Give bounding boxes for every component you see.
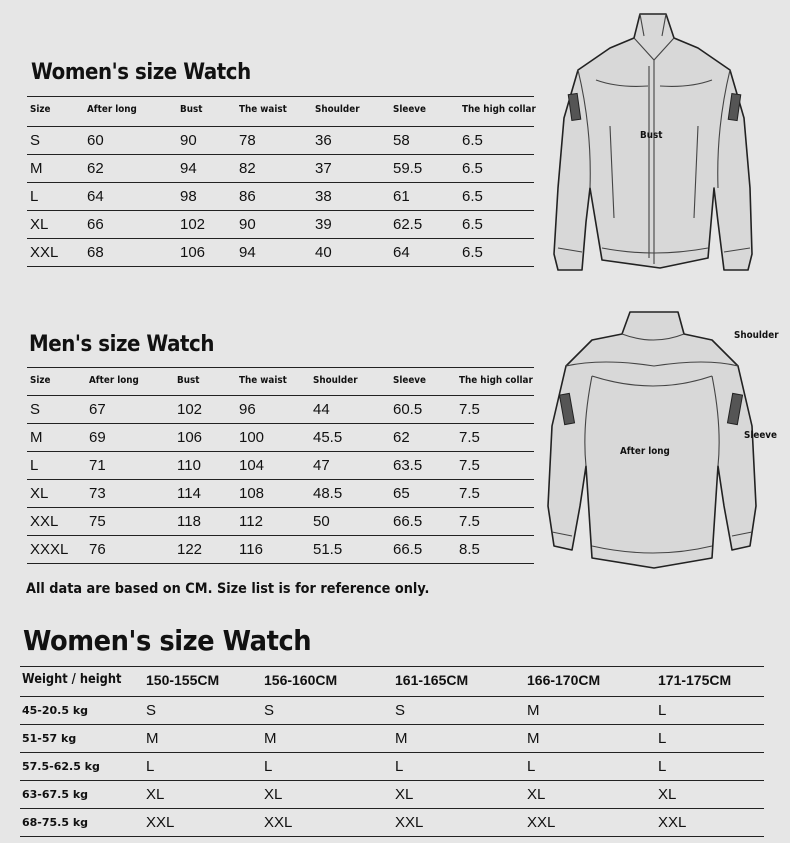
- table-cell: 7.5: [459, 401, 480, 418]
- row-label: S: [30, 401, 41, 418]
- table-cell: 8.5: [459, 541, 480, 558]
- sleeve-label: Sleeve: [744, 430, 777, 441]
- jacket-front-illustration: [548, 8, 760, 278]
- measurement-note: All data are based on CM. Size list is for reference only.: [26, 581, 430, 597]
- column-header: 171-175CM: [658, 672, 732, 688]
- table-cell: XL: [395, 786, 414, 803]
- row-label: XXL: [30, 513, 59, 530]
- row-label: M: [30, 429, 43, 446]
- column-header: 161-165CM: [395, 672, 469, 688]
- table-cell: 36: [315, 132, 332, 149]
- row-label: 68-75.5 kg: [22, 816, 89, 829]
- table-row: [20, 808, 764, 836]
- column-header: Sleeve: [393, 104, 426, 115]
- table-cell: 104: [239, 457, 265, 474]
- bust-label: Bust: [640, 130, 663, 141]
- table-row: [20, 696, 764, 724]
- table-cell: M: [527, 730, 540, 747]
- column-header: After long: [89, 375, 139, 386]
- table-row: [27, 451, 534, 479]
- table-cell: 90: [239, 216, 256, 233]
- table-cell: 100: [239, 429, 265, 446]
- table-cell: 40: [315, 244, 332, 261]
- jacket-back-illustration: [542, 306, 762, 574]
- column-header: The waist: [239, 104, 287, 115]
- table-row: [27, 479, 534, 507]
- table-cell: 62: [393, 429, 410, 446]
- table-cell: 51.5: [313, 541, 343, 558]
- table-cell: M: [395, 730, 408, 747]
- table-cell: 112: [239, 513, 263, 530]
- table-cell: L: [264, 758, 273, 775]
- table-cell: 6.5: [462, 160, 483, 177]
- table-row: [27, 395, 534, 423]
- table-cell: 38: [315, 188, 332, 205]
- row-label: L: [30, 457, 39, 474]
- table-cell: 63.5: [393, 457, 423, 474]
- table-cell: S: [146, 702, 157, 719]
- men-measure-title: Men's size Watch: [29, 332, 214, 357]
- table-cell: 68: [87, 244, 104, 261]
- table-cell: 69: [89, 429, 106, 446]
- table-cell: 50: [313, 513, 330, 530]
- table-header-row: [27, 96, 534, 126]
- table-cell: 73: [89, 485, 106, 502]
- table-cell: 64: [87, 188, 104, 205]
- table-cell: L: [395, 758, 404, 775]
- table-cell: 6.5: [462, 188, 483, 205]
- column-header: The high collar: [459, 375, 533, 386]
- table-cell: 102: [180, 216, 206, 233]
- column-header: Sleeve: [393, 375, 426, 386]
- column-header: Shoulder: [315, 104, 360, 115]
- table-cell: XXL: [146, 814, 175, 831]
- table-cell: 44: [313, 401, 330, 418]
- table-cell: 60.5: [393, 401, 423, 418]
- table-cell: 66.5: [393, 513, 423, 530]
- table-cell: 7.5: [459, 457, 480, 474]
- table-rule: [27, 563, 534, 564]
- table-row: [27, 154, 534, 182]
- table-header-row: [27, 367, 534, 395]
- table-cell: 98: [180, 188, 197, 205]
- column-header: Shoulder: [313, 375, 358, 386]
- table-cell: 106: [177, 429, 203, 446]
- table-row: [20, 780, 764, 808]
- table-cell: 71: [89, 457, 106, 474]
- table-cell: 108: [239, 485, 265, 502]
- row-label: XXL: [30, 244, 59, 261]
- row-label: L: [30, 188, 39, 205]
- table-cell: 58: [393, 132, 410, 149]
- table-cell: 48.5: [313, 485, 343, 502]
- table-cell: 6.5: [462, 244, 483, 261]
- table-cell: 7.5: [459, 429, 480, 446]
- table-cell: 6.5: [462, 216, 483, 233]
- row-label: S: [30, 132, 41, 149]
- table-cell: 90: [180, 132, 197, 149]
- column-header: After long: [87, 104, 137, 115]
- table-cell: 106: [180, 244, 206, 261]
- table-cell: L: [146, 758, 155, 775]
- table-cell: XXL: [527, 814, 556, 831]
- table-row: [20, 724, 764, 752]
- column-header: Bust: [177, 375, 200, 386]
- table-cell: S: [264, 702, 275, 719]
- table-cell: L: [658, 730, 667, 747]
- table-cell: 116: [239, 541, 263, 558]
- table-cell: 65: [393, 485, 410, 502]
- column-header: The high collar: [462, 104, 536, 115]
- row-label: XL: [30, 485, 49, 502]
- table-cell: L: [658, 758, 667, 775]
- table-header-row: [20, 666, 764, 696]
- row-label: 45-20.5 kg: [22, 704, 89, 717]
- column-header: Weight / height: [22, 672, 122, 687]
- table-cell: XXL: [658, 814, 687, 831]
- table-row: [27, 126, 534, 154]
- column-header: 150-155CM: [146, 672, 220, 688]
- shoulder-label: Shoulder: [734, 330, 779, 341]
- table-row: [27, 238, 534, 266]
- table-row: [27, 507, 534, 535]
- table-cell: 6.5: [462, 132, 483, 149]
- table-row: [20, 752, 764, 780]
- table-cell: 96: [239, 401, 256, 418]
- table-cell: 122: [177, 541, 203, 558]
- table-row: [27, 423, 534, 451]
- table-cell: 62.5: [393, 216, 423, 233]
- table-cell: 67: [89, 401, 106, 418]
- table-cell: 102: [177, 401, 203, 418]
- table-cell: 47: [313, 457, 330, 474]
- column-header: The waist: [239, 375, 287, 386]
- table-cell: XL: [146, 786, 165, 803]
- table-row: [27, 535, 534, 563]
- table-cell: M: [527, 702, 540, 719]
- table-cell: 76: [89, 541, 106, 558]
- table-cell: 94: [180, 160, 197, 177]
- row-label: 63-67.5 kg: [22, 788, 89, 801]
- table-cell: 7.5: [459, 513, 480, 530]
- table-row: [27, 210, 534, 238]
- row-label: XL: [30, 216, 49, 233]
- women-measure-title: Women's size Watch: [31, 60, 251, 85]
- table-cell: M: [264, 730, 277, 747]
- table-rule: [20, 836, 764, 837]
- table-cell: M: [146, 730, 159, 747]
- column-header: Bust: [180, 104, 203, 115]
- table-cell: XXL: [264, 814, 293, 831]
- table-cell: 78: [239, 132, 256, 149]
- table-cell: 86: [239, 188, 256, 205]
- table-cell: 94: [239, 244, 256, 261]
- table-cell: XL: [527, 786, 546, 803]
- table-cell: L: [527, 758, 536, 775]
- table-cell: 66: [87, 216, 104, 233]
- table-cell: XXL: [395, 814, 424, 831]
- table-cell: 37: [315, 160, 332, 177]
- table-cell: L: [658, 702, 667, 719]
- table-cell: 45.5: [313, 429, 343, 446]
- table-rule: [27, 266, 534, 267]
- row-label: 57.5-62.5 kg: [22, 760, 100, 773]
- table-cell: 82: [239, 160, 256, 177]
- column-header: Size: [30, 104, 51, 115]
- table-cell: XL: [264, 786, 283, 803]
- women-guide-title: Women's size Watch: [23, 624, 312, 657]
- column-header: 166-170CM: [527, 672, 601, 688]
- row-label: 51-57 kg: [22, 732, 77, 745]
- table-cell: 61: [393, 188, 410, 205]
- after-long-label: After long: [620, 446, 670, 457]
- table-row: [27, 182, 534, 210]
- table-cell: 64: [393, 244, 410, 261]
- table-cell: 60: [87, 132, 104, 149]
- row-label: M: [30, 160, 43, 177]
- table-cell: 66.5: [393, 541, 423, 558]
- table-cell: 62: [87, 160, 104, 177]
- table-cell: 39: [315, 216, 332, 233]
- column-header: 156-160CM: [264, 672, 338, 688]
- column-header: Size: [30, 375, 51, 386]
- table-cell: XL: [658, 786, 677, 803]
- table-cell: 110: [177, 457, 201, 474]
- table-cell: S: [395, 702, 406, 719]
- table-cell: 118: [177, 513, 201, 530]
- table-cell: 114: [177, 485, 201, 502]
- table-cell: 7.5: [459, 485, 480, 502]
- row-label: XXXL: [30, 541, 69, 558]
- table-cell: 75: [89, 513, 106, 530]
- table-cell: 59.5: [393, 160, 423, 177]
